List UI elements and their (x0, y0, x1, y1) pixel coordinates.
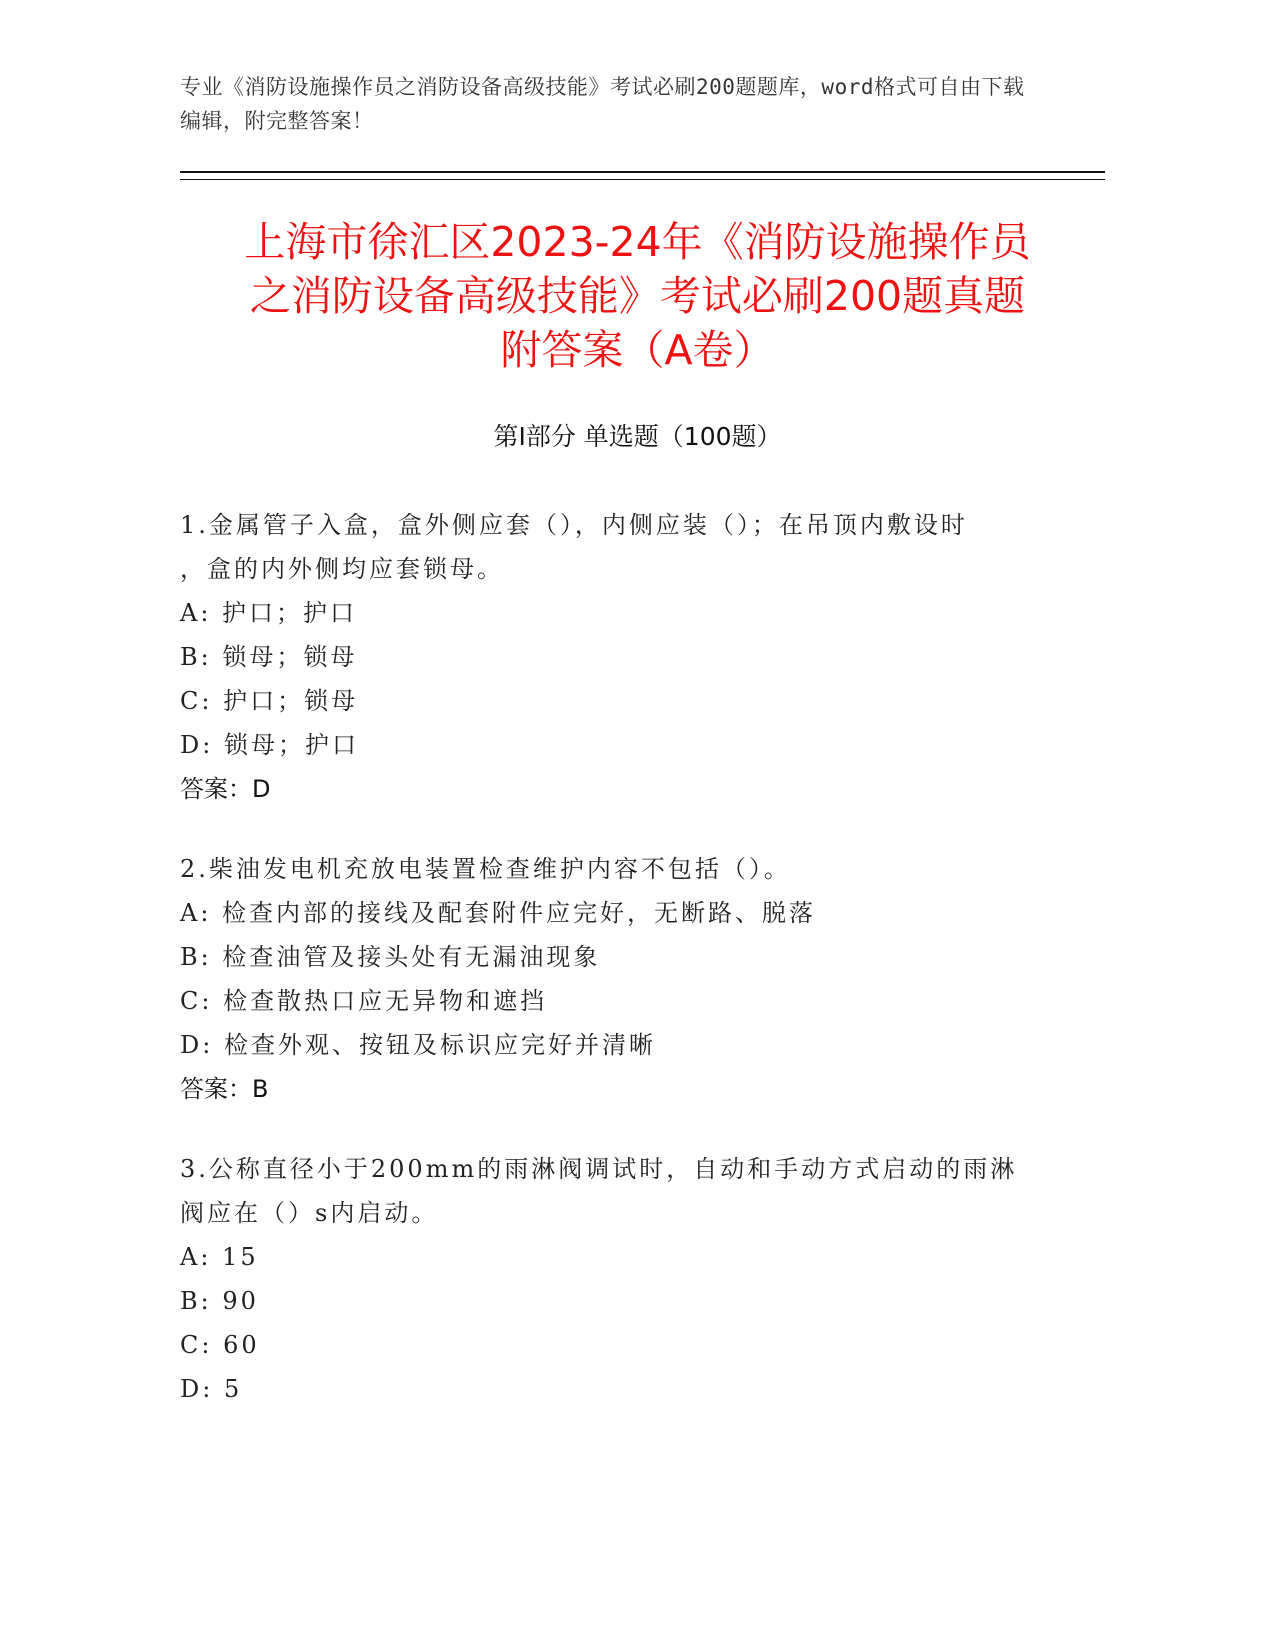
question-stem-line: 2.柴油发电机充放电装置检查维护内容不包括（）。 (180, 855, 791, 883)
title-line: 之消防设备高级技能》考试必刷200题真题 (249, 272, 1026, 320)
option-c: C: 护口；锁母 (180, 687, 359, 715)
question-stem-line: ，盒的内外侧均应套锁母。 (180, 555, 504, 583)
option-b: B: 检查油管及接头处有无漏油现象 (180, 943, 601, 971)
question-list (180, 503, 1060, 1447)
option-a: A: 15 (180, 1243, 259, 1271)
option-b: B: 90 (180, 1287, 259, 1315)
question-3 (180, 1147, 1060, 1411)
question-stem-line: 3.公称直径小于200mm的雨淋阀调试时，自动和手动方式启动的雨淋 (180, 1155, 1018, 1183)
option-a: A: 检查内部的接线及配套附件应完好，无断路、脱落 (180, 899, 817, 927)
question-stem-line: 阀应在（）s内启动。 (180, 1199, 439, 1227)
question-stem (180, 503, 1060, 591)
title-line: 附答案（A卷） (500, 326, 775, 374)
option-c: C: 检查散热口应无异物和遮挡 (180, 987, 548, 1015)
header-rule-thin (180, 179, 1105, 180)
question-1 (180, 503, 1060, 811)
question-stem (180, 847, 1060, 891)
answer: 答案：B (180, 1075, 269, 1103)
question-stem-line: 1.金属管子入盒，盒外侧应套（），内侧应装（）；在吊顶内敷设时 (180, 511, 968, 539)
title-line: 上海市徐汇区2023-24年《消防设施操作员 (244, 218, 1031, 266)
answer: 答案：D (180, 775, 271, 803)
option-c: C: 60 (180, 1331, 260, 1359)
option-b: B: 锁母；锁母 (180, 643, 358, 671)
header-note: 专业《消防设施操作员之消防设备高级技能》考试必刷200题题库，word格式可自由下载编辑，附完整答案！ (180, 75, 1025, 133)
document-title (150, 215, 1125, 377)
question-stem (180, 1147, 1060, 1235)
option-a: A: 护口；护口 (180, 599, 358, 627)
option-d: D: 检查外观、按钮及标识应完好并清晰 (180, 1031, 656, 1059)
header-rule-thick (180, 171, 1105, 173)
option-d: D: 5 (180, 1375, 243, 1403)
option-d: D: 锁母；护口 (180, 731, 359, 759)
question-2 (180, 847, 1060, 1111)
section-title: 第Ⅰ部分 单选题（100题） (493, 422, 782, 451)
